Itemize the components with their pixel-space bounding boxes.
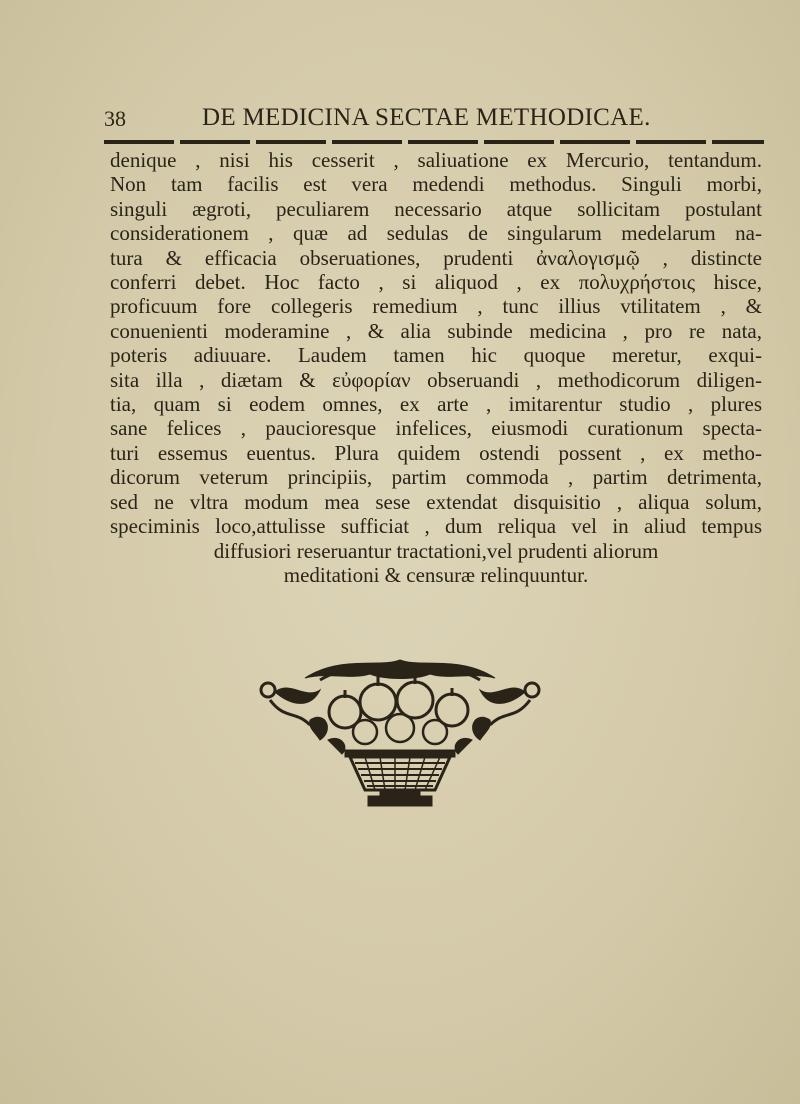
page-number: 38: [104, 106, 126, 131]
text-line: poteris adiuuare. Laudem tamen hic quoque meretur, exqui-: [110, 343, 762, 368]
running-head: DE MEDICINA SECTAE METHODICAE.: [202, 104, 651, 131]
text-line: sita illa , diætam & εὐφορίαν obseruandi , methodicorum diligen-: [110, 367, 762, 392]
fruit-basket-vignette-icon: [250, 650, 550, 820]
header-rule: [104, 140, 764, 144]
text-line: turi essemus euentus. Plura quidem ostendi possent , ex metho-: [110, 440, 762, 465]
text-line: singuli ægroti, peculiarem necessario atque sollicitam postulant: [110, 196, 762, 221]
text-line: denique , nisi his cesserit , saliuatione ex Mercurio, tentandum.: [110, 148, 762, 172]
text-line: considerationem , quæ ad sedulas de singularum medelarum na-: [110, 221, 762, 246]
text-line-centered: diffusiori reseruantur tractationi,vel prudenti aliorum: [213, 538, 659, 563]
text-line: conferri debet. Hoc facto , si aliquod , ex πολυχρήστοις hisce,: [110, 270, 762, 295]
text-line: Non tam facilis est vera medendi methodus. Singuli morbi,: [110, 172, 762, 197]
text-line: proficuum fore collegeris remedium , tunc illius vtilitatem , &: [110, 294, 762, 319]
text-line: dicorum veterum principiis, partim commoda , partim detrimenta,: [110, 465, 762, 490]
body-text: [110, 148, 762, 587]
text-line-centered: meditationi & censuræ relinquuntur.: [283, 562, 589, 587]
text-line: conuenienti moderamine , & alia subinde medicina , pro re nata,: [110, 318, 762, 343]
page-header: [104, 104, 764, 134]
text-line: sed ne vltra modum mea sese extendat disquisitio , aliqua solum,: [110, 489, 762, 514]
text-line: tia, quam si eodem omnes, ex arte , imitarentur studio , plures: [110, 392, 762, 417]
text-line: speciminis loco,attulisse sufficiat , dum reliqua vel in aliud tempus: [110, 514, 762, 539]
text-line: tura & efficacia obseruationes, prudenti ἀναλογισμῷ , distincte: [110, 245, 762, 270]
text-line: sane felices , paucioresque infelices, eiusmodi curationum specta-: [110, 416, 762, 441]
